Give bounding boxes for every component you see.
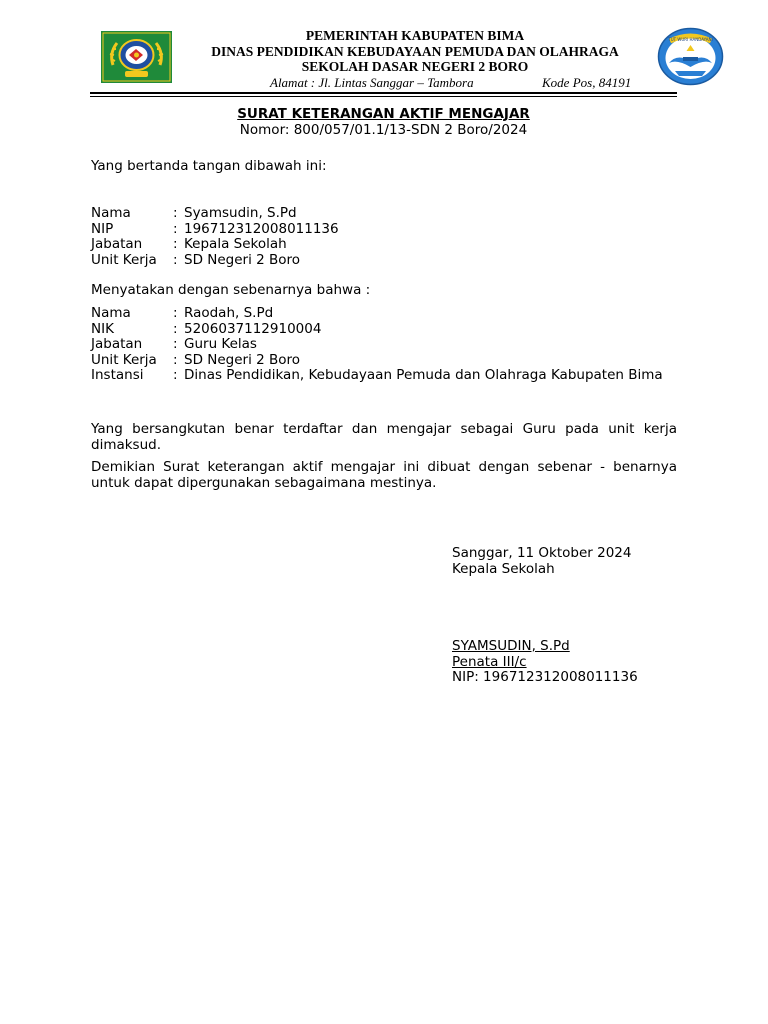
bima-regency-emblem-icon (101, 31, 172, 83)
field-colon: : (173, 367, 178, 383)
letterhead-titles (175, 28, 655, 75)
field-value: Dinas Pendidikan, Kebudayaan Pemuda dan Olahraga Kabupaten Bima (184, 367, 663, 383)
table-row (91, 222, 677, 238)
letterhead-postal-code: Kode Pos, 84191 (542, 75, 632, 90)
letterhead-address-line (270, 75, 650, 90)
field-value: 196712312008011136 (184, 220, 339, 237)
field-value: Kepala Sekolah (184, 236, 287, 252)
letterhead-department: DINAS PENDIDIKAN KEBUDAYAAN PEMUDA DAN OLAHRAGA (211, 43, 619, 59)
signature-name: SYAMSUDIN, S.Pd (452, 638, 570, 654)
field-label: Unit Kerja (91, 351, 157, 368)
field-value: Raodah, S.Pd (184, 305, 274, 321)
field-value: SD Negeri 2 Boro (184, 251, 301, 268)
signer-identity (91, 206, 677, 268)
field-colon: : (173, 251, 178, 268)
signature-space (452, 577, 692, 639)
field-colon: : (173, 320, 178, 337)
field-label: NIP (91, 220, 114, 237)
field-label: NIK (91, 320, 114, 337)
table-row (91, 253, 677, 269)
field-label: Instansi (91, 367, 144, 383)
field-label: Unit Kerja (91, 251, 157, 268)
field-value: 5206037112910004 (184, 320, 322, 337)
signature-rank: Penata III/c (452, 653, 527, 670)
signature-position: Kepala Sekolah (452, 560, 555, 577)
table-row (91, 206, 677, 222)
field-colon: : (173, 205, 178, 221)
letter-title-block (90, 107, 677, 138)
table-row (91, 337, 677, 353)
field-value: SD Negeri 2 Boro (184, 351, 301, 368)
subject-identity-table (91, 306, 677, 384)
letter-title: SURAT KETERANGAN AKTIF MENGAJAR (237, 106, 530, 122)
field-value: Syamsudin, S.Pd (184, 205, 297, 221)
signature-block (452, 546, 692, 686)
signature-place-date: Sanggar, 11 Oktober 2024 (452, 545, 632, 561)
subject-identity (91, 306, 677, 384)
letter-number: Nomor: 800/057/01.1/13-SDN 2 Boro/2024 (239, 121, 528, 138)
tut-wuri-handayani-emblem-icon (657, 27, 724, 86)
table-row (91, 306, 677, 322)
declaration-text: Menyatakan dengan sebenarnya bahwa : (91, 282, 371, 298)
field-colon: : (173, 220, 178, 237)
letterhead-address: Alamat : Jl. Lintas Sanggar – Tambora (270, 75, 474, 90)
letterhead-divider-thick (90, 92, 677, 94)
field-label: Nama (91, 205, 131, 221)
field-value: Guru Kelas (184, 336, 257, 352)
field-colon: : (173, 351, 178, 368)
closing-paragraph: Demikian Surat keterangan aktif mengajar ini dibuat dengan sebenar - benarnya untuk dapat dipergunakan sebagaimana mestinya. (91, 459, 677, 491)
letterhead-government: PEMERINTAH KABUPATEN BIMA (305, 28, 525, 43)
letterhead (0, 0, 768, 100)
field-colon: : (173, 336, 178, 352)
intro-text: Yang bertanda tangan dibawah ini: (91, 158, 327, 174)
field-label: Jabatan (91, 336, 143, 352)
field-colon: : (173, 305, 178, 321)
table-row (91, 368, 677, 384)
letterhead-school: SEKOLAH DASAR NEGERI 2 BORO (301, 59, 529, 74)
signer-identity-table (91, 206, 677, 268)
table-row (91, 353, 677, 369)
table-row (91, 322, 677, 338)
letterhead-divider-thin (90, 96, 677, 97)
field-label: Jabatan (91, 236, 143, 252)
signature-nip: NIP: 196712312008011136 (452, 669, 638, 685)
statement-paragraph: Yang bersangkutan benar terdaftar dan mengajar sebagai Guru pada unit kerja dimaksud. (91, 421, 677, 453)
emblem-motto: TUT WURI HANDAYANI (668, 37, 713, 42)
table-row (91, 237, 677, 253)
field-colon: : (173, 236, 178, 252)
field-label: Nama (91, 305, 131, 321)
